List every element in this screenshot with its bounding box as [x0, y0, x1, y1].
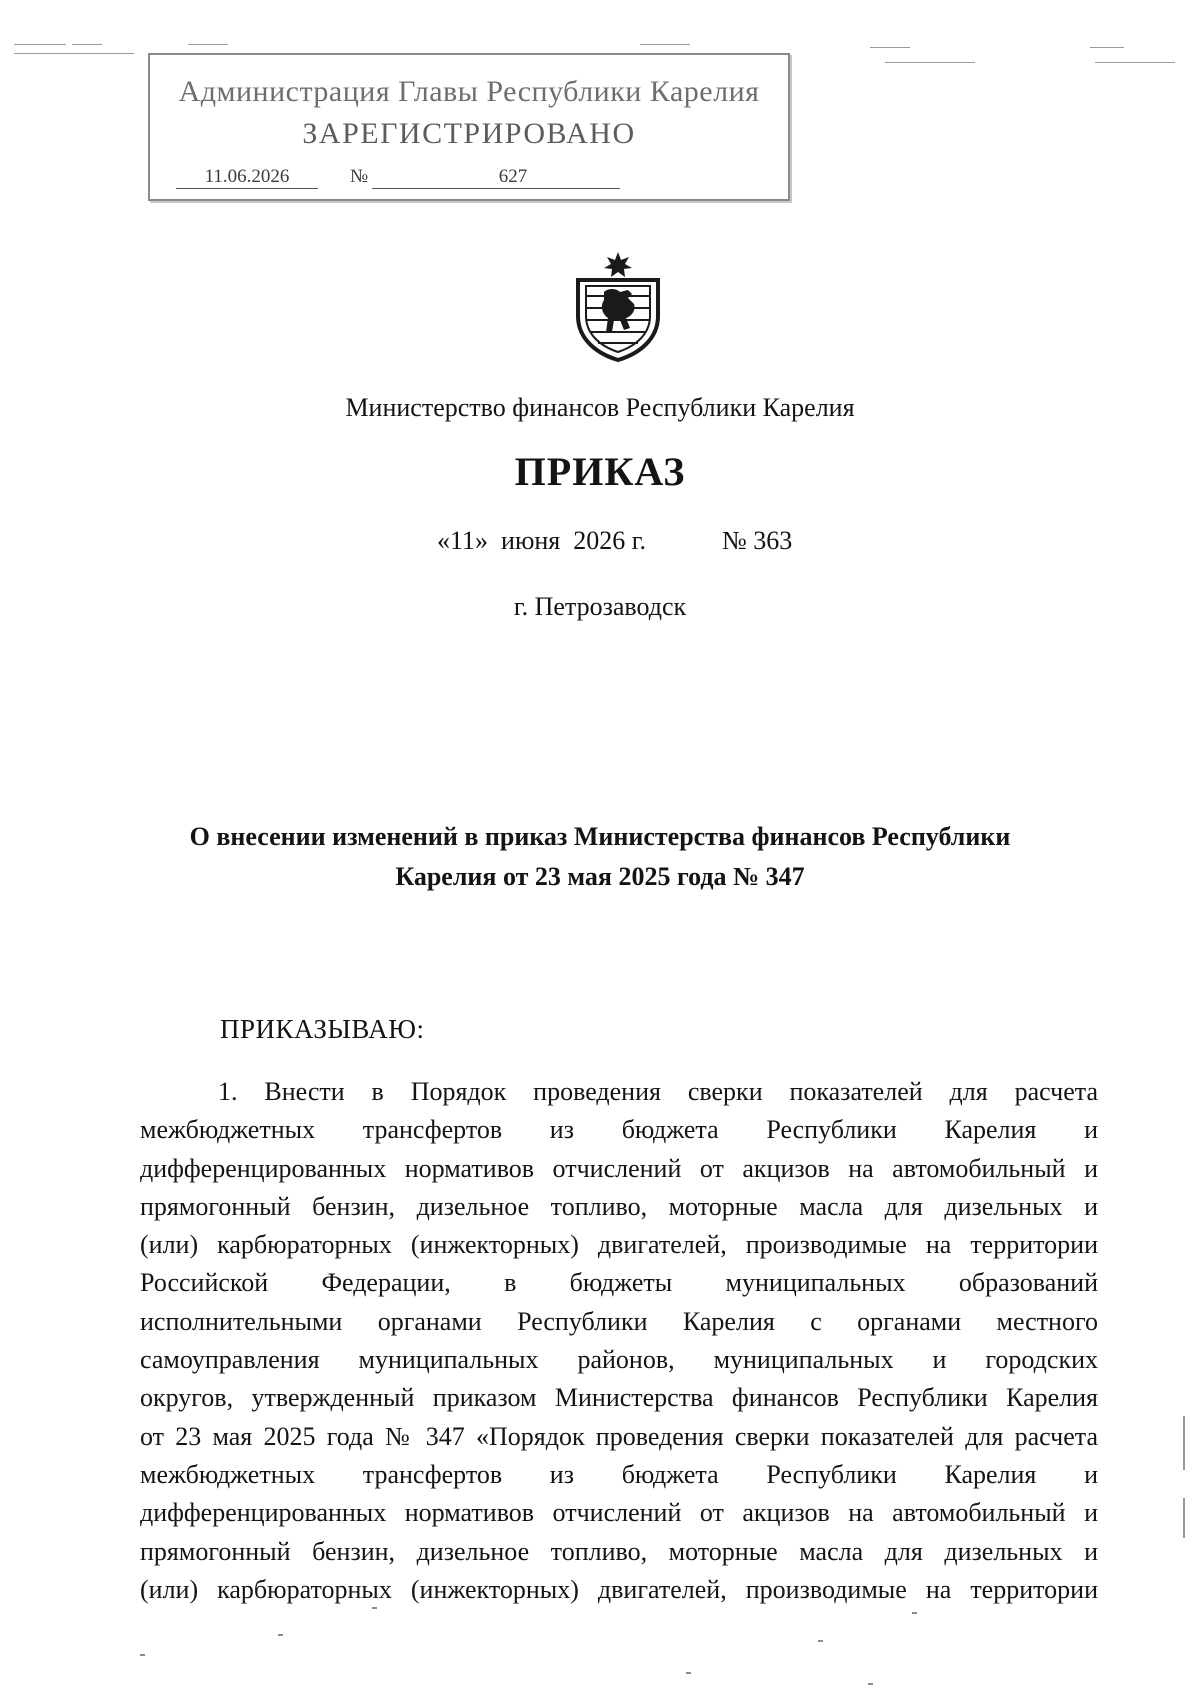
- karelia-coat-of-arms-icon: [570, 250, 666, 362]
- scan-artifact: [1095, 62, 1175, 63]
- body-paragraph: [140, 1073, 1098, 1609]
- body-line: округов, утвержденный приказом Министерства финансов Республики Карелия: [140, 1383, 1098, 1413]
- scan-artifact: [1183, 1498, 1185, 1538]
- body-line: (или) карбюраторных (инжекторных) двигателей, производимые на территории: [140, 1574, 1098, 1604]
- stamp-number-label: №: [350, 166, 369, 187]
- scan-artifact: [1090, 47, 1124, 48]
- scan-artifact: [14, 44, 66, 45]
- order-subject-line: О внесении изменений в приказ Министерства финансов Республики: [189, 822, 1011, 851]
- body-line: межбюджетных трансфертов из бюджета Республики Карелия и: [140, 1459, 1098, 1489]
- body-line: от 23 мая 2025 года № 347 «Порядок проведения сверки показателей для расчета: [140, 1421, 1098, 1451]
- scan-artifact: [870, 47, 910, 48]
- body-line: дифференцированных нормативов отчислений от акцизов на автомобильный и: [140, 1153, 1098, 1183]
- body-line: (или) карбюраторных (инжекторных) двигателей, производимые на территории: [140, 1230, 1098, 1260]
- scan-artifact: [188, 44, 228, 45]
- scan-artifact: [868, 1683, 873, 1685]
- body-line: дифференцированных нормативов отчислений от акцизов на автомобильный и: [140, 1498, 1098, 1528]
- scan-artifact: [14, 53, 134, 54]
- body-line: самоуправления муниципальных районов, муниципальных и городских: [140, 1345, 1098, 1375]
- scan-artifact: [686, 1672, 691, 1674]
- scan-artifact: [818, 1640, 823, 1642]
- scan-artifact: [372, 1607, 377, 1609]
- body-line: межбюджетных трансфертов из бюджета Республики Карелия и: [140, 1115, 1098, 1145]
- scan-artifact: [278, 1634, 283, 1636]
- body-line: прямогонный бензин, дизельное топливо, моторные масла для дизельных и: [140, 1191, 1098, 1221]
- scan-artifact: [912, 1612, 917, 1614]
- body-line: прямогонный бензин, дизельное топливо, моторные масла для дизельных и: [140, 1536, 1098, 1566]
- city: г. Петрозаводск: [513, 592, 687, 621]
- scan-artifact: [885, 62, 975, 63]
- decree-heading: ПРИКАЗЫВАЮ:: [220, 1014, 425, 1044]
- scan-artifact: [140, 1654, 145, 1656]
- scan-artifact: [1183, 1416, 1185, 1470]
- order-number: № 363: [722, 526, 793, 555]
- registration-stamp: [148, 53, 790, 201]
- body-line: Российской Федерации, в бюджеты муниципальных образований: [140, 1268, 1098, 1298]
- ministry-name: Министерство финансов Республики Карелия: [345, 393, 855, 422]
- stamp-date: 11.06.2026: [176, 166, 318, 189]
- stamp-organization: Администрация Главы Республики Карелия: [178, 75, 760, 108]
- scan-artifact: [72, 44, 102, 45]
- document-title: ПРИКАЗ: [514, 449, 686, 494]
- body-line: исполнительными органами Республики Карелия с органами местного: [140, 1306, 1098, 1336]
- order-date: «11» июня 2026 г.: [437, 526, 646, 555]
- body-line: 1. Внести в Порядок проведения сверки показателей для расчета: [218, 1077, 1098, 1106]
- order-subject-line: Карелия от 23 мая 2025 года № 347: [395, 862, 805, 891]
- scan-artifact: [640, 44, 690, 45]
- stamp-registered-label: ЗАРЕГИСТРИРОВАНО: [302, 117, 636, 150]
- order-subject: [140, 817, 1060, 897]
- stamp-number: 627: [372, 166, 620, 189]
